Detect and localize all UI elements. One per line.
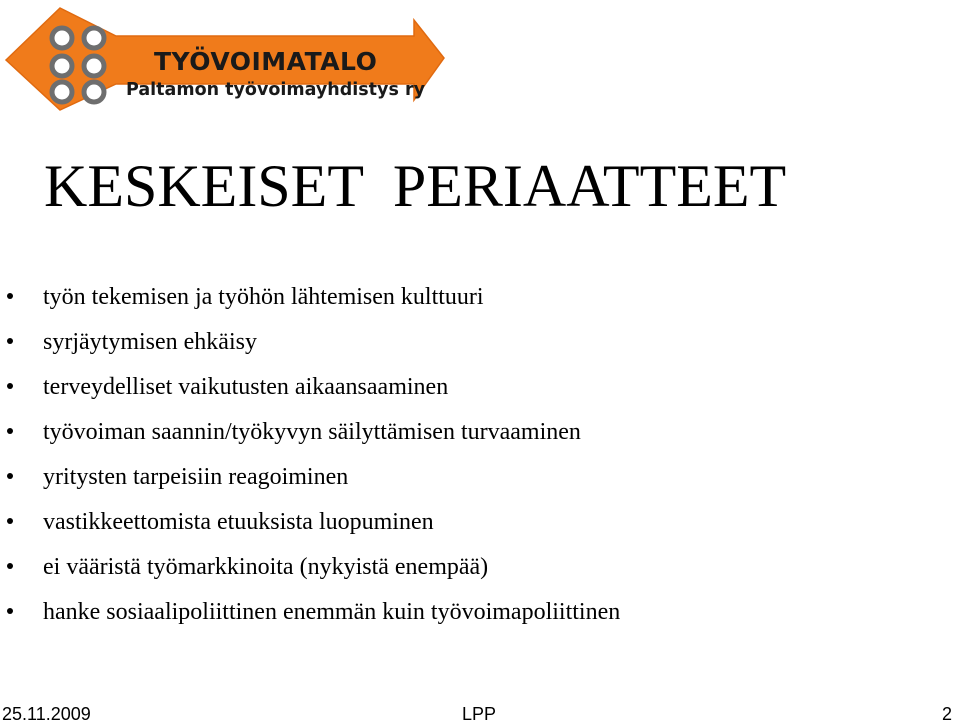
logo-circle (84, 82, 104, 102)
bullet-item (0, 548, 620, 593)
footer-center-label: LPP (462, 704, 497, 724)
bullet-dot (7, 383, 13, 389)
logo-circle (52, 28, 72, 48)
bullet-text: yritysten tarpeisiin reagoiminen (43, 464, 349, 490)
bullet-text: työn tekemisen ja työhön lähtemisen kulttuuri (43, 284, 484, 310)
logo-circle (84, 56, 104, 76)
bullet-dot (7, 428, 13, 434)
logo-circle (84, 28, 104, 48)
slide-title: KESKEISET PERIAATTEET (44, 153, 787, 219)
footer-date: 25.11.2009 (2, 704, 91, 724)
bullet-item (0, 323, 620, 368)
logo-subtitle: Paltamon työvoimayhdistys ry (126, 80, 426, 100)
bullet-dot (7, 563, 13, 569)
bullet-text: ei vääristä työmarkkinoita (nykyistä enempää) (43, 554, 489, 580)
bullet-dot (7, 608, 13, 614)
bullet-text: terveydelliset vaikutusten aikaansaaminen (43, 374, 449, 400)
bullet-text: syrjäytymisen ehkäisy (43, 329, 257, 355)
bullet-dot (7, 473, 13, 479)
bullet-item (0, 593, 620, 638)
bullet-item (0, 368, 620, 413)
bullet-item (0, 413, 620, 458)
bullet-item (0, 458, 620, 503)
logo-title: TYÖVOIMATALO (154, 47, 378, 76)
bullet-text: työvoiman saannin/työkyvyn säilyttämisen turvaaminen (43, 419, 581, 445)
bullet-item (0, 278, 620, 323)
bullet-item (0, 503, 620, 548)
bullet-text: hanke sosiaalipoliittinen enemmän kuin työvoimapoliittinen (43, 599, 621, 625)
footer-page-number: 2 (941, 704, 952, 724)
bullet-dot (7, 518, 13, 524)
logo-circle (52, 82, 72, 102)
bullet-text: vastikkeettomista etuuksista luopuminen (43, 509, 434, 535)
logo-circle (52, 56, 72, 76)
bullet-list (0, 278, 620, 638)
logo (4, 4, 446, 112)
bullet-dot (7, 293, 13, 299)
bullet-dot (7, 338, 13, 344)
